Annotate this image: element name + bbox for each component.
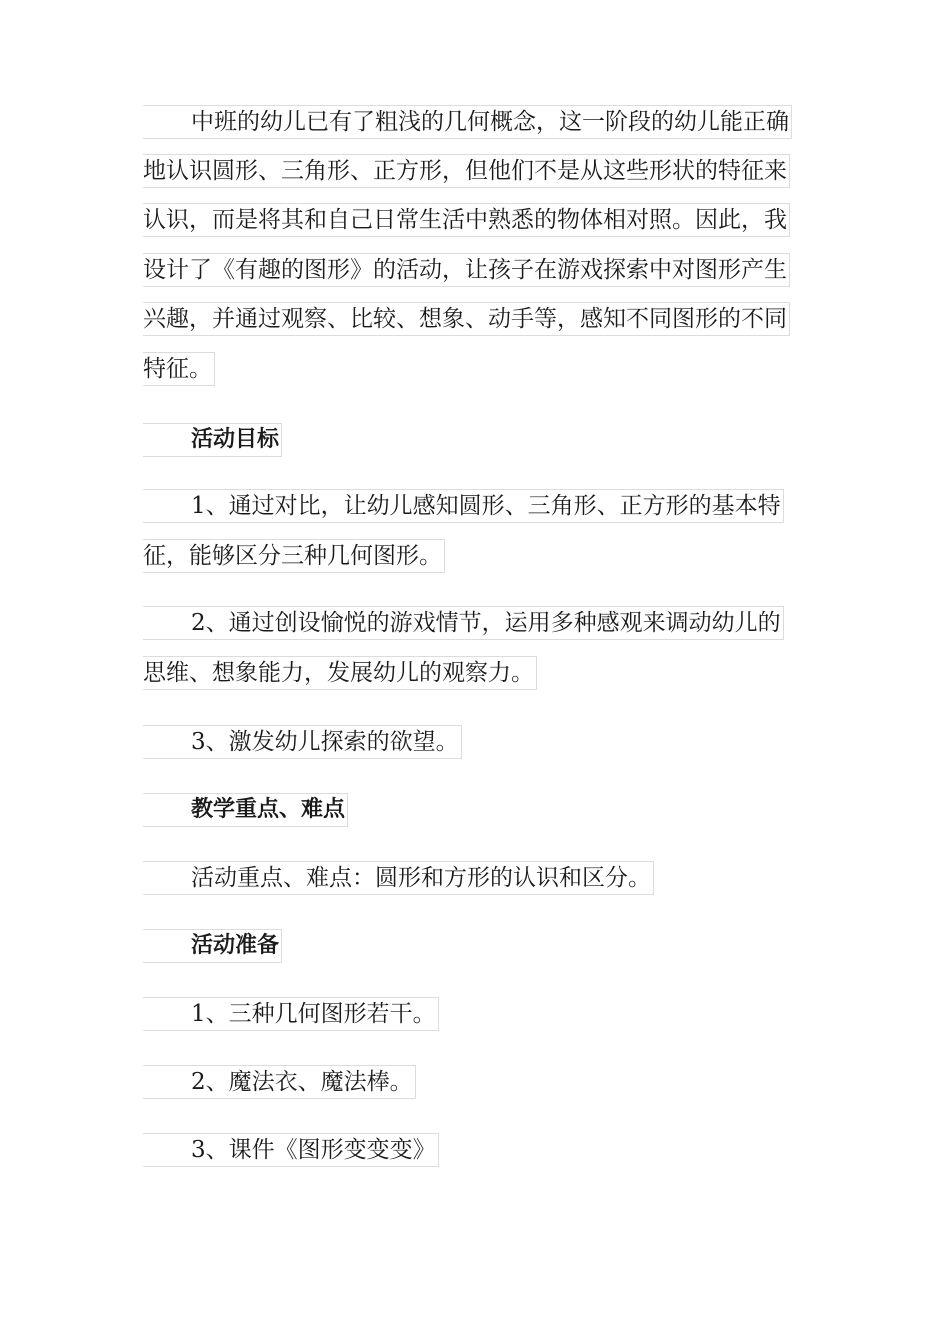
goal-3: 3、激发幼儿探索的欲望。 [143,725,462,759]
intro-line-3: 认识，而是将其和自己日常生活中熟悉的物体相对照。因此，我 [143,203,790,237]
key-points-text: 活动重点、难点：圆形和方形的认识和区分。 [143,861,654,895]
intro-line-4: 设计了《有趣的图形》的活动，让孩子在游戏探索中对图形产生 [143,253,790,287]
goal-1-line-1: 1、通过对比，让幼儿感知圆形、三角形、正方形的基本特 [143,489,784,523]
intro-line-2: 地认识圆形、三角形、正方形，但他们不是从这些形状的特征来 [143,154,790,188]
goal-2-line-2: 思维、想象能力，发展幼儿的观察力。 [143,656,537,690]
intro-line-1: 中班的幼儿已有了粗浅的几何概念，这一阶段的幼儿能正确 [143,105,792,139]
key-points-heading: 教学重点、难点 [143,793,348,827]
goal-2-line-1: 2、通过创设愉悦的游戏情节，运用多种感观来调动幼儿的 [143,606,784,640]
goals-heading: 活动目标 [143,423,282,457]
preparation-item-3: 3、课件《图形变变变》 [143,1133,439,1167]
preparation-item-2: 2、魔法衣、魔法棒。 [143,1065,416,1099]
preparation-heading: 活动准备 [143,929,282,963]
preparation-item-1: 1、三种几何图形若干。 [143,997,439,1031]
intro-line-5: 兴趣，并通过观察、比较、想象、动手等，感知不同图形的不同 [143,302,790,336]
goal-1-line-2: 征，能够区分三种几何图形。 [143,539,445,573]
intro-line-6: 特征。 [143,352,215,386]
